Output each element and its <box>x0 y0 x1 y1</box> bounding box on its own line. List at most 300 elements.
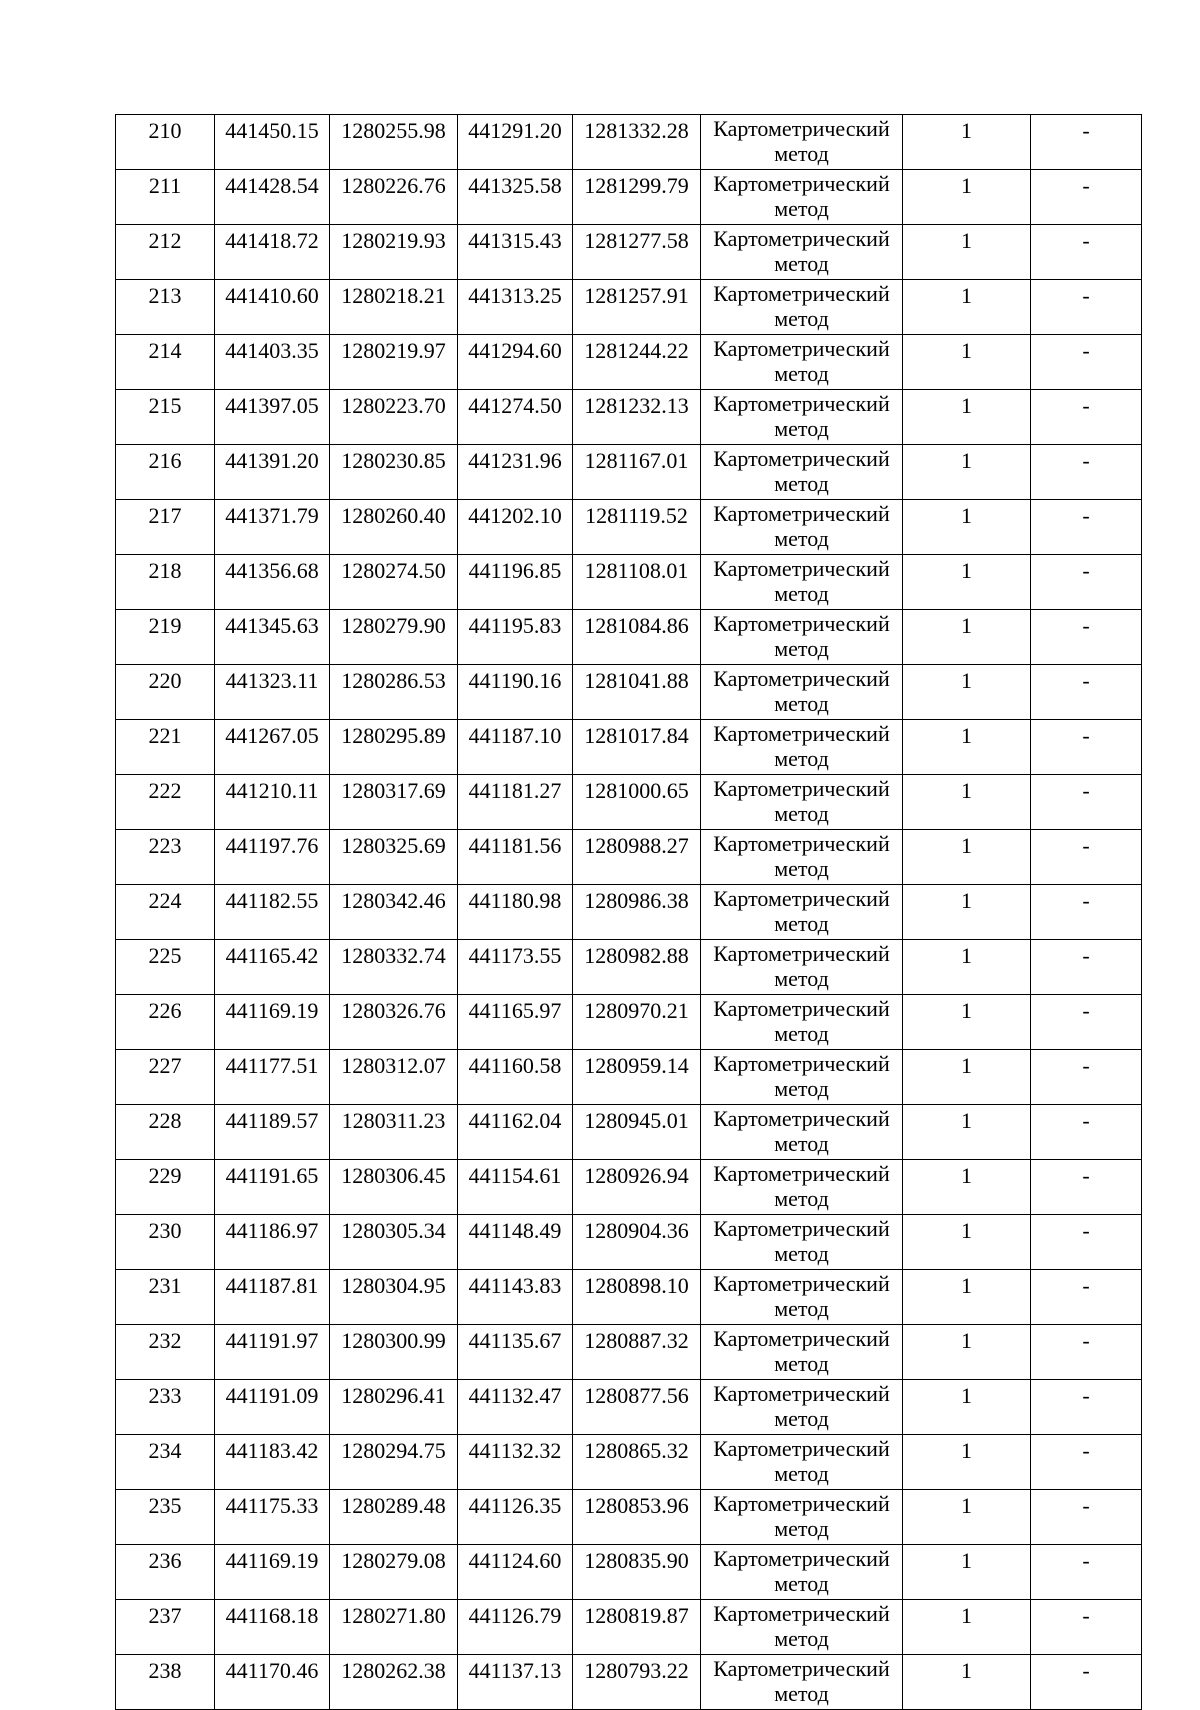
point-number-cell: 214 <box>116 335 215 390</box>
coordinates-table <box>115 114 1142 1710</box>
method-line-1: Картометрический <box>713 1326 890 1351</box>
table-row <box>116 1050 1142 1105</box>
point-number-cell: 223 <box>116 830 215 885</box>
note-cell: - <box>1031 1545 1142 1600</box>
method-cell <box>701 280 903 335</box>
accuracy-cell: 1 <box>903 940 1031 995</box>
y-coordinate-cell: 1280279.08 <box>330 1545 458 1600</box>
method-line-2: метод <box>774 911 829 936</box>
y-coordinate-cell: 1280230.85 <box>330 445 458 500</box>
y-coordinate-cell: 1280326.76 <box>330 995 458 1050</box>
accuracy-cell: 1 <box>903 280 1031 335</box>
y-coordinate-2-cell: 1281244.22 <box>573 335 701 390</box>
method-line-2: метод <box>774 746 829 771</box>
x-coordinate-2-cell: 441274.50 <box>458 390 573 445</box>
x-coordinate-cell: 441183.42 <box>215 1435 330 1490</box>
method-cell <box>701 995 903 1050</box>
method-line-1: Картометрический <box>713 941 890 966</box>
note-cell: - <box>1031 885 1142 940</box>
x-coordinate-cell: 441428.54 <box>215 170 330 225</box>
y-coordinate-cell: 1280262.38 <box>330 1655 458 1710</box>
method-line-2: метод <box>774 1516 829 1541</box>
x-coordinate-cell: 441197.76 <box>215 830 330 885</box>
method-cell <box>701 1655 903 1710</box>
method-cell <box>701 1545 903 1600</box>
method-line-1: Картометрический <box>713 501 890 526</box>
point-number-cell: 228 <box>116 1105 215 1160</box>
y-coordinate-cell: 1280294.75 <box>330 1435 458 1490</box>
table-row <box>116 1105 1142 1160</box>
table-row <box>116 335 1142 390</box>
accuracy-cell: 1 <box>903 1050 1031 1105</box>
point-number-cell: 229 <box>116 1160 215 1215</box>
y-coordinate-2-cell: 1280988.27 <box>573 830 701 885</box>
table-row <box>116 500 1142 555</box>
x-coordinate-cell: 441189.57 <box>215 1105 330 1160</box>
x-coordinate-2-cell: 441315.43 <box>458 225 573 280</box>
x-coordinate-cell: 441175.33 <box>215 1490 330 1545</box>
accuracy-cell: 1 <box>903 225 1031 280</box>
y-coordinate-cell: 1280325.69 <box>330 830 458 885</box>
method-line-2: метод <box>774 1406 829 1431</box>
note-cell: - <box>1031 445 1142 500</box>
point-number-cell: 231 <box>116 1270 215 1325</box>
x-coordinate-cell: 441397.05 <box>215 390 330 445</box>
accuracy-cell: 1 <box>903 1545 1031 1600</box>
y-coordinate-2-cell: 1281299.79 <box>573 170 701 225</box>
point-number-cell: 237 <box>116 1600 215 1655</box>
accuracy-cell: 1 <box>903 500 1031 555</box>
accuracy-cell: 1 <box>903 1435 1031 1490</box>
method-line-2: метод <box>774 306 829 331</box>
method-line-2: метод <box>774 416 829 441</box>
y-coordinate-cell: 1280332.74 <box>330 940 458 995</box>
y-coordinate-2-cell: 1280793.22 <box>573 1655 701 1710</box>
x-coordinate-2-cell: 441165.97 <box>458 995 573 1050</box>
x-coordinate-2-cell: 441195.83 <box>458 610 573 665</box>
method-cell <box>701 610 903 665</box>
method-line-2: метод <box>774 1131 829 1156</box>
y-coordinate-2-cell: 1281257.91 <box>573 280 701 335</box>
x-coordinate-2-cell: 441124.60 <box>458 1545 573 1600</box>
point-number-cell: 225 <box>116 940 215 995</box>
method-line-2: метод <box>774 526 829 551</box>
method-line-2: метод <box>774 1186 829 1211</box>
method-line-1: Картометрический <box>713 446 890 471</box>
x-coordinate-2-cell: 441181.56 <box>458 830 573 885</box>
table-row <box>116 1490 1142 1545</box>
method-cell <box>701 1160 903 1215</box>
method-line-1: Картометрический <box>713 611 890 636</box>
y-coordinate-cell: 1280219.93 <box>330 225 458 280</box>
y-coordinate-2-cell: 1280986.38 <box>573 885 701 940</box>
point-number-cell: 235 <box>116 1490 215 1545</box>
method-cell <box>701 1105 903 1160</box>
method-line-1: Картометрический <box>713 1601 890 1626</box>
table-row <box>116 940 1142 995</box>
method-line-2: метод <box>774 471 829 496</box>
y-coordinate-2-cell: 1280982.88 <box>573 940 701 995</box>
y-coordinate-cell: 1280295.89 <box>330 720 458 775</box>
method-cell <box>701 885 903 940</box>
x-coordinate-cell: 441177.51 <box>215 1050 330 1105</box>
method-line-2: метод <box>774 1681 829 1706</box>
x-coordinate-2-cell: 441137.13 <box>458 1655 573 1710</box>
method-cell <box>701 1050 903 1105</box>
method-cell <box>701 555 903 610</box>
method-line-2: метод <box>774 636 829 661</box>
note-cell: - <box>1031 1655 1142 1710</box>
method-line-2: метод <box>774 801 829 826</box>
y-coordinate-2-cell: 1280926.94 <box>573 1160 701 1215</box>
point-number-cell: 236 <box>116 1545 215 1600</box>
x-coordinate-2-cell: 441231.96 <box>458 445 573 500</box>
method-line-1: Картометрический <box>713 1161 890 1186</box>
method-cell <box>701 940 903 995</box>
point-number-cell: 211 <box>116 170 215 225</box>
table-row <box>116 1380 1142 1435</box>
y-coordinate-cell: 1280218.21 <box>330 280 458 335</box>
table-row <box>116 555 1142 610</box>
note-cell: - <box>1031 995 1142 1050</box>
method-cell <box>701 1435 903 1490</box>
method-line-1: Картометрический <box>713 776 890 801</box>
x-coordinate-2-cell: 441180.98 <box>458 885 573 940</box>
method-line-1: Картометрический <box>713 391 890 416</box>
y-coordinate-2-cell: 1280887.32 <box>573 1325 701 1380</box>
accuracy-cell: 1 <box>903 610 1031 665</box>
point-number-cell: 212 <box>116 225 215 280</box>
accuracy-cell: 1 <box>903 1655 1031 1710</box>
note-cell: - <box>1031 1270 1142 1325</box>
y-coordinate-cell: 1280226.76 <box>330 170 458 225</box>
accuracy-cell: 1 <box>903 1380 1031 1435</box>
note-cell: - <box>1031 390 1142 445</box>
point-number-cell: 221 <box>116 720 215 775</box>
note-cell: - <box>1031 225 1142 280</box>
x-coordinate-2-cell: 441126.35 <box>458 1490 573 1545</box>
method-line-2: метод <box>774 966 829 991</box>
note-cell: - <box>1031 280 1142 335</box>
table-row <box>116 445 1142 500</box>
table-body <box>116 115 1142 1710</box>
x-coordinate-cell: 441403.35 <box>215 335 330 390</box>
accuracy-cell: 1 <box>903 1490 1031 1545</box>
y-coordinate-2-cell: 1281017.84 <box>573 720 701 775</box>
x-coordinate-cell: 441267.05 <box>215 720 330 775</box>
note-cell: - <box>1031 665 1142 720</box>
table-row <box>116 1545 1142 1600</box>
note-cell: - <box>1031 1600 1142 1655</box>
y-coordinate-cell: 1280311.23 <box>330 1105 458 1160</box>
table-row <box>116 1600 1142 1655</box>
y-coordinate-2-cell: 1280835.90 <box>573 1545 701 1600</box>
method-line-1: Картометрический <box>713 281 890 306</box>
y-coordinate-cell: 1280305.34 <box>330 1215 458 1270</box>
method-line-1: Картометрический <box>713 556 890 581</box>
accuracy-cell: 1 <box>903 720 1031 775</box>
point-number-cell: 215 <box>116 390 215 445</box>
table-row <box>116 1325 1142 1380</box>
method-line-1: Картометрический <box>713 116 890 141</box>
method-line-2: метод <box>774 1626 829 1651</box>
method-line-2: метод <box>774 856 829 881</box>
y-coordinate-cell: 1280279.90 <box>330 610 458 665</box>
method-cell <box>701 830 903 885</box>
table-row <box>116 1270 1142 1325</box>
y-coordinate-cell: 1280317.69 <box>330 775 458 830</box>
accuracy-cell: 1 <box>903 555 1031 610</box>
point-number-cell: 226 <box>116 995 215 1050</box>
accuracy-cell: 1 <box>903 1325 1031 1380</box>
x-coordinate-cell: 441323.11 <box>215 665 330 720</box>
y-coordinate-2-cell: 1281041.88 <box>573 665 701 720</box>
table-row <box>116 170 1142 225</box>
method-line-2: метод <box>774 251 829 276</box>
y-coordinate-2-cell: 1280898.10 <box>573 1270 701 1325</box>
method-line-1: Картометрический <box>713 1381 890 1406</box>
point-number-cell: 230 <box>116 1215 215 1270</box>
y-coordinate-cell: 1280300.99 <box>330 1325 458 1380</box>
method-line-1: Картометрический <box>713 886 890 911</box>
method-line-1: Картометрический <box>713 666 890 691</box>
method-cell <box>701 1215 903 1270</box>
x-coordinate-cell: 441191.65 <box>215 1160 330 1215</box>
method-line-1: Картометрический <box>713 721 890 746</box>
method-cell <box>701 500 903 555</box>
x-coordinate-2-cell: 441132.32 <box>458 1435 573 1490</box>
method-line-1: Картометрический <box>713 1216 890 1241</box>
x-coordinate-2-cell: 441187.10 <box>458 720 573 775</box>
note-cell: - <box>1031 1435 1142 1490</box>
method-line-1: Картометрический <box>713 1106 890 1131</box>
y-coordinate-2-cell: 1280904.36 <box>573 1215 701 1270</box>
point-number-cell: 216 <box>116 445 215 500</box>
point-number-cell: 234 <box>116 1435 215 1490</box>
y-coordinate-2-cell: 1280945.01 <box>573 1105 701 1160</box>
x-coordinate-cell: 441450.15 <box>215 115 330 170</box>
point-number-cell: 232 <box>116 1325 215 1380</box>
accuracy-cell: 1 <box>903 115 1031 170</box>
x-coordinate-cell: 441170.46 <box>215 1655 330 1710</box>
x-coordinate-cell: 441169.19 <box>215 1545 330 1600</box>
method-cell <box>701 115 903 170</box>
x-coordinate-cell: 441187.81 <box>215 1270 330 1325</box>
note-cell: - <box>1031 1050 1142 1105</box>
table-row <box>116 1435 1142 1490</box>
x-coordinate-2-cell: 441160.58 <box>458 1050 573 1105</box>
y-coordinate-2-cell: 1281000.65 <box>573 775 701 830</box>
note-cell: - <box>1031 940 1142 995</box>
y-coordinate-2-cell: 1280959.14 <box>573 1050 701 1105</box>
x-coordinate-2-cell: 441132.47 <box>458 1380 573 1435</box>
note-cell: - <box>1031 720 1142 775</box>
method-line-2: метод <box>774 691 829 716</box>
method-line-1: Картометрический <box>713 336 890 361</box>
x-coordinate-2-cell: 441162.04 <box>458 1105 573 1160</box>
accuracy-cell: 1 <box>903 170 1031 225</box>
method-line-2: метод <box>774 1241 829 1266</box>
table-row <box>116 775 1142 830</box>
x-coordinate-cell: 441210.11 <box>215 775 330 830</box>
note-cell: - <box>1031 500 1142 555</box>
method-line-1: Картометрический <box>713 831 890 856</box>
y-coordinate-cell: 1280223.70 <box>330 390 458 445</box>
table-row <box>116 280 1142 335</box>
point-number-cell: 222 <box>116 775 215 830</box>
accuracy-cell: 1 <box>903 885 1031 940</box>
y-coordinate-cell: 1280255.98 <box>330 115 458 170</box>
x-coordinate-2-cell: 441196.85 <box>458 555 573 610</box>
note-cell: - <box>1031 1490 1142 1545</box>
note-cell: - <box>1031 115 1142 170</box>
y-coordinate-2-cell: 1281108.01 <box>573 555 701 610</box>
point-number-cell: 217 <box>116 500 215 555</box>
table-row <box>116 995 1142 1050</box>
y-coordinate-cell: 1280342.46 <box>330 885 458 940</box>
point-number-cell: 227 <box>116 1050 215 1105</box>
x-coordinate-cell: 441410.60 <box>215 280 330 335</box>
method-line-2: метод <box>774 141 829 166</box>
note-cell: - <box>1031 830 1142 885</box>
y-coordinate-2-cell: 1281084.86 <box>573 610 701 665</box>
method-line-2: метод <box>774 1076 829 1101</box>
x-coordinate-2-cell: 441148.49 <box>458 1215 573 1270</box>
x-coordinate-2-cell: 441173.55 <box>458 940 573 995</box>
table-row <box>116 225 1142 280</box>
y-coordinate-cell: 1280312.07 <box>330 1050 458 1105</box>
x-coordinate-2-cell: 441135.67 <box>458 1325 573 1380</box>
x-coordinate-2-cell: 441181.27 <box>458 775 573 830</box>
x-coordinate-cell: 441191.97 <box>215 1325 330 1380</box>
method-cell <box>701 775 903 830</box>
note-cell: - <box>1031 170 1142 225</box>
note-cell: - <box>1031 1105 1142 1160</box>
y-coordinate-2-cell: 1280853.96 <box>573 1490 701 1545</box>
accuracy-cell: 1 <box>903 1160 1031 1215</box>
method-cell <box>701 225 903 280</box>
method-line-2: метод <box>774 196 829 221</box>
x-coordinate-cell: 441165.42 <box>215 940 330 995</box>
x-coordinate-cell: 441191.09 <box>215 1380 330 1435</box>
method-line-1: Картометрический <box>713 996 890 1021</box>
note-cell: - <box>1031 610 1142 665</box>
method-cell <box>701 1490 903 1545</box>
method-line-1: Картометрический <box>713 226 890 251</box>
x-coordinate-2-cell: 441325.58 <box>458 170 573 225</box>
y-coordinate-cell: 1280260.40 <box>330 500 458 555</box>
accuracy-cell: 1 <box>903 995 1031 1050</box>
table-row <box>116 610 1142 665</box>
method-cell <box>701 335 903 390</box>
x-coordinate-cell: 441169.19 <box>215 995 330 1050</box>
y-coordinate-cell: 1280304.95 <box>330 1270 458 1325</box>
x-coordinate-cell: 441371.79 <box>215 500 330 555</box>
y-coordinate-cell: 1280274.50 <box>330 555 458 610</box>
accuracy-cell: 1 <box>903 1270 1031 1325</box>
x-coordinate-cell: 441182.55 <box>215 885 330 940</box>
method-line-1: Картометрический <box>713 1656 890 1681</box>
y-coordinate-cell: 1280296.41 <box>330 1380 458 1435</box>
x-coordinate-2-cell: 441291.20 <box>458 115 573 170</box>
method-cell <box>701 1325 903 1380</box>
point-number-cell: 224 <box>116 885 215 940</box>
point-number-cell: 220 <box>116 665 215 720</box>
accuracy-cell: 1 <box>903 445 1031 500</box>
method-cell <box>701 665 903 720</box>
point-number-cell: 219 <box>116 610 215 665</box>
table-row <box>116 390 1142 445</box>
y-coordinate-2-cell: 1281232.13 <box>573 390 701 445</box>
method-line-1: Картометрический <box>713 171 890 196</box>
table-row <box>116 1160 1142 1215</box>
point-number-cell: 238 <box>116 1655 215 1710</box>
table-row <box>116 720 1142 775</box>
table-row <box>116 115 1142 170</box>
method-line-1: Картометрический <box>713 1051 890 1076</box>
x-coordinate-cell: 441168.18 <box>215 1600 330 1655</box>
x-coordinate-2-cell: 441294.60 <box>458 335 573 390</box>
y-coordinate-2-cell: 1281332.28 <box>573 115 701 170</box>
note-cell: - <box>1031 555 1142 610</box>
y-coordinate-cell: 1280219.97 <box>330 335 458 390</box>
x-coordinate-2-cell: 441154.61 <box>458 1160 573 1215</box>
method-line-2: метод <box>774 1571 829 1596</box>
point-number-cell: 218 <box>116 555 215 610</box>
method-line-2: метод <box>774 581 829 606</box>
table-row <box>116 1215 1142 1270</box>
note-cell: - <box>1031 1215 1142 1270</box>
method-line-2: метод <box>774 1461 829 1486</box>
method-line-2: метод <box>774 361 829 386</box>
y-coordinate-2-cell: 1280865.32 <box>573 1435 701 1490</box>
y-coordinate-2-cell: 1280819.87 <box>573 1600 701 1655</box>
point-number-cell: 210 <box>116 115 215 170</box>
x-coordinate-cell: 441345.63 <box>215 610 330 665</box>
accuracy-cell: 1 <box>903 775 1031 830</box>
method-cell <box>701 1600 903 1655</box>
method-cell <box>701 1270 903 1325</box>
y-coordinate-cell: 1280289.48 <box>330 1490 458 1545</box>
note-cell: - <box>1031 1325 1142 1380</box>
x-coordinate-2-cell: 441313.25 <box>458 280 573 335</box>
x-coordinate-2-cell: 441126.79 <box>458 1600 573 1655</box>
method-line-2: метод <box>774 1021 829 1046</box>
method-line-1: Картометрический <box>713 1271 890 1296</box>
note-cell: - <box>1031 1160 1142 1215</box>
accuracy-cell: 1 <box>903 665 1031 720</box>
note-cell: - <box>1031 1380 1142 1435</box>
x-coordinate-cell: 441186.97 <box>215 1215 330 1270</box>
accuracy-cell: 1 <box>903 1215 1031 1270</box>
table-row <box>116 830 1142 885</box>
method-line-1: Картометрический <box>713 1491 890 1516</box>
accuracy-cell: 1 <box>903 830 1031 885</box>
table-row <box>116 885 1142 940</box>
y-coordinate-2-cell: 1280877.56 <box>573 1380 701 1435</box>
y-coordinate-cell: 1280286.53 <box>330 665 458 720</box>
point-number-cell: 213 <box>116 280 215 335</box>
y-coordinate-2-cell: 1280970.21 <box>573 995 701 1050</box>
accuracy-cell: 1 <box>903 390 1031 445</box>
note-cell: - <box>1031 335 1142 390</box>
y-coordinate-cell: 1280271.80 <box>330 1600 458 1655</box>
method-cell <box>701 720 903 775</box>
x-coordinate-2-cell: 441202.10 <box>458 500 573 555</box>
method-cell <box>701 1380 903 1435</box>
y-coordinate-2-cell: 1281119.52 <box>573 500 701 555</box>
method-cell <box>701 445 903 500</box>
